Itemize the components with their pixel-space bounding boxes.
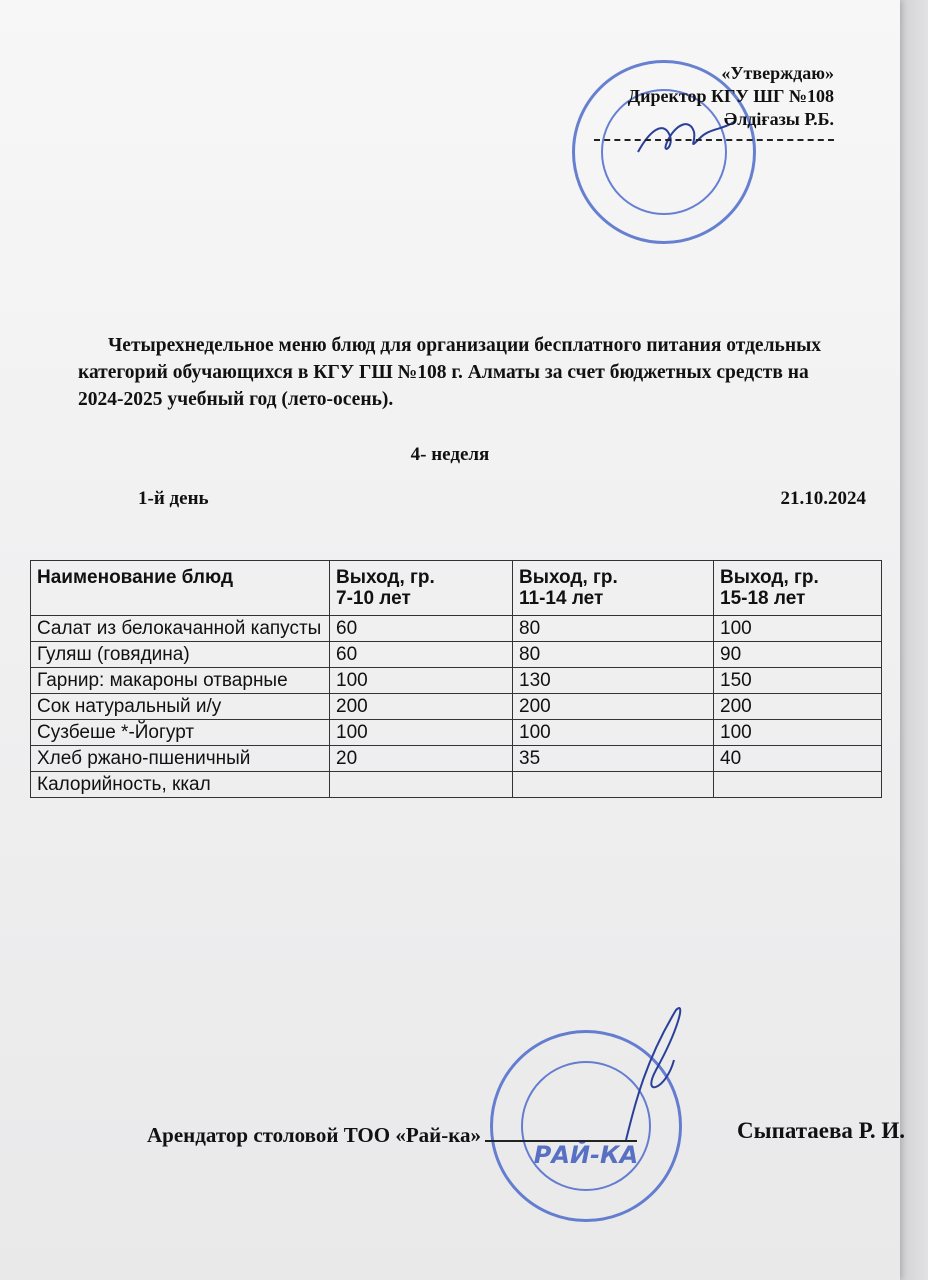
portion-15-18: 150 bbox=[714, 668, 882, 694]
portion-7-10: 60 bbox=[330, 642, 513, 668]
portion-15-18 bbox=[714, 772, 882, 798]
dish-name: Салат из белокачанной капусты bbox=[31, 616, 330, 642]
approval-position: Директор КГУ ШГ №108 bbox=[627, 86, 834, 106]
portion-7-10: 100 bbox=[330, 720, 513, 746]
tenant-signature-line bbox=[485, 1138, 637, 1142]
dish-name: Хлеб ржано-пшеничный bbox=[31, 746, 330, 772]
dish-name: Гуляш (говядина) bbox=[31, 642, 330, 668]
table-row bbox=[31, 642, 882, 668]
dish-name: Гарнир: макароны отварные bbox=[31, 668, 330, 694]
day-label: 1-й день bbox=[138, 488, 209, 509]
menu-table bbox=[30, 560, 882, 798]
header-portion-7-10: Выход, гр. 7-10 лет bbox=[330, 561, 513, 616]
tenant-director-name: Сыпатаева Р. И. bbox=[737, 1118, 905, 1143]
portion-7-10 bbox=[330, 772, 513, 798]
approval-heading: «Утверждаю» bbox=[721, 63, 834, 83]
table-row bbox=[31, 746, 882, 772]
table-row bbox=[31, 720, 882, 746]
week-label: 4- неделя bbox=[410, 444, 490, 465]
portion-15-18: 40 bbox=[714, 746, 882, 772]
dish-name: Сок натуральный и/у bbox=[31, 694, 330, 720]
portion-15-18: 100 bbox=[714, 720, 882, 746]
tenant-label: Арендатор столовой ТОО «Рай-ка» bbox=[147, 1123, 482, 1147]
portion-11-14: 200 bbox=[513, 694, 714, 720]
portion-11-14: 80 bbox=[513, 642, 714, 668]
menu-date: 21.10.2024 bbox=[780, 488, 866, 509]
portion-11-14: 100 bbox=[513, 720, 714, 746]
table-row bbox=[31, 616, 882, 642]
header-portion-15-18: Выход, гр. 15-18 лет bbox=[714, 561, 882, 616]
portion-15-18: 90 bbox=[714, 642, 882, 668]
approval-block bbox=[594, 62, 834, 141]
table-row bbox=[31, 668, 882, 694]
portion-11-14: 130 bbox=[513, 668, 714, 694]
portion-7-10: 60 bbox=[330, 616, 513, 642]
table-row bbox=[31, 694, 882, 720]
portion-15-18: 200 bbox=[714, 694, 882, 720]
dish-name: Сузбеше *-Йогурт bbox=[31, 720, 330, 746]
stamp-logo-text: РАЙ-КА bbox=[533, 1141, 639, 1169]
approval-name: Әлдіғазы Р.Б. bbox=[723, 109, 834, 129]
document-title: Четырехнедельное меню блюд для организации бесплатного питания отдельных категорий обучающихся в КГУ ГШ №108 г. Алматы за счет бюджетных средств на 2024-2025 учебный год (лето-осень). bbox=[78, 335, 822, 410]
portion-15-18: 100 bbox=[714, 616, 882, 642]
portion-11-14: 80 bbox=[513, 616, 714, 642]
table-header-row bbox=[31, 561, 882, 616]
portion-7-10: 100 bbox=[330, 668, 513, 694]
header-dish-name: Наименование блюд bbox=[31, 561, 330, 616]
portion-7-10: 20 bbox=[330, 746, 513, 772]
header-portion-11-14: Выход, гр. 11-14 лет bbox=[513, 561, 714, 616]
portion-7-10: 200 bbox=[330, 694, 513, 720]
dish-name: Калорийность, ккал bbox=[31, 772, 330, 798]
tenant-signature-block bbox=[147, 1123, 637, 1148]
table-row bbox=[31, 772, 882, 798]
portion-11-14 bbox=[513, 772, 714, 798]
portion-11-14: 35 bbox=[513, 746, 714, 772]
approval-signature-line bbox=[594, 131, 834, 141]
